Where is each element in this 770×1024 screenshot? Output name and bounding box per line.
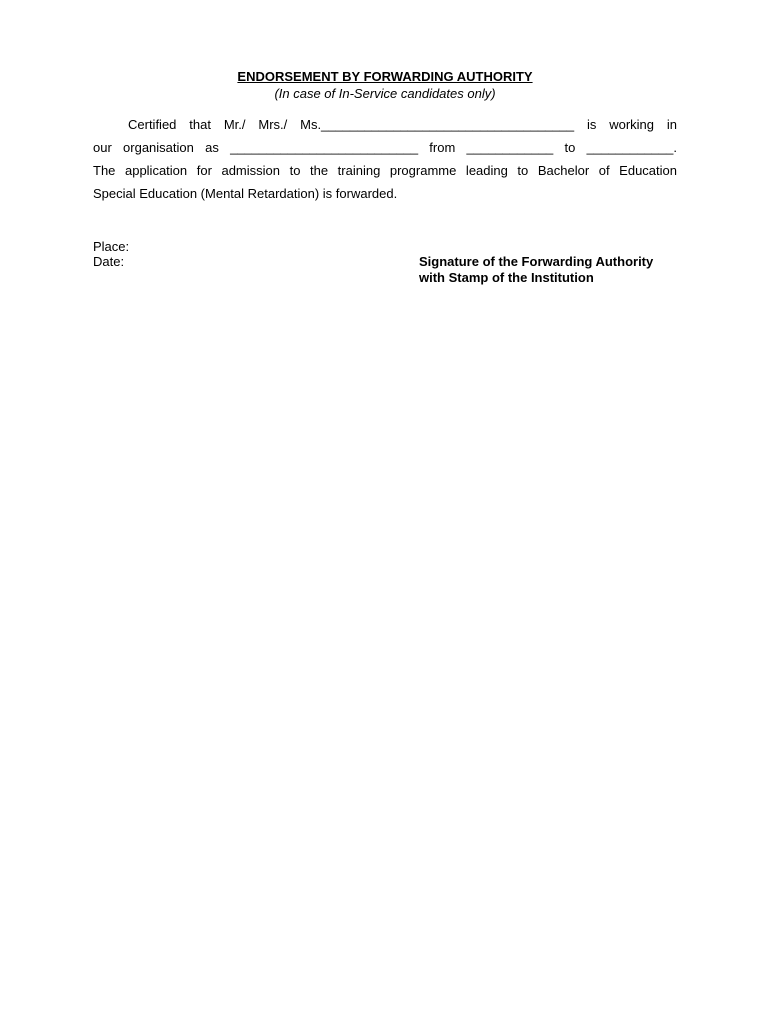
word: Certified <box>128 117 177 132</box>
signature-caption-line-2: with Stamp of the Institution <box>419 270 594 285</box>
word: working <box>609 117 655 132</box>
word: Mrs./ <box>258 117 288 132</box>
certification-line-2: our organisation as __________________________ from ____________ to ____________. <box>93 140 677 155</box>
date-label: Date: <box>93 254 125 269</box>
document-title: ENDORSEMENT BY FORWARDING AUTHORITY <box>237 69 533 84</box>
certification-line-1 <box>93 117 677 133</box>
place-label: Place: <box>93 239 130 254</box>
document-subtitle: (In case of In-Service candidates only) <box>274 86 496 101</box>
word: is <box>586 117 597 132</box>
signature-caption-line-1: Signature of the Forwarding Authority <box>419 254 654 269</box>
word: in <box>666 117 677 132</box>
certification-line-3: The application for admission to the training programme leading to Bachelor of Education <box>93 163 677 178</box>
word: that <box>189 117 211 132</box>
name-blank: Ms.___________________________________ <box>300 117 575 132</box>
word: Mr./ <box>223 117 246 132</box>
certification-line-4: Special Education (Mental Retardation) is forwarded. <box>93 186 398 201</box>
